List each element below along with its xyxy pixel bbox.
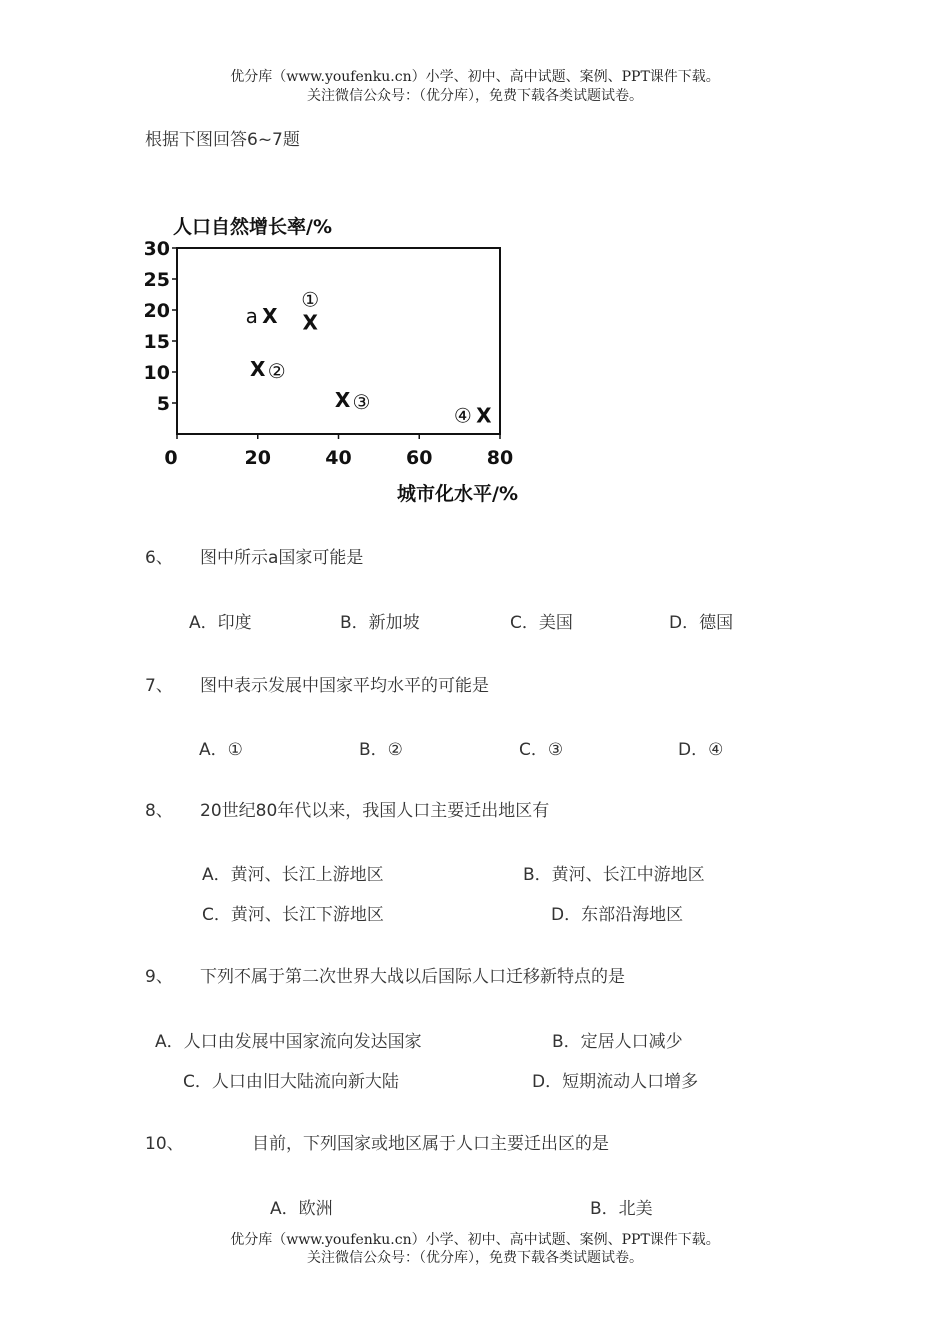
scatter-point: X (334, 387, 351, 412)
x-tick-label: 80 (486, 447, 514, 469)
x-tick-label: 60 (406, 447, 433, 469)
q7-option-a[interactable]: A．① (199, 740, 243, 760)
q7-number: 7、 (145, 676, 173, 696)
q10-option-b[interactable]: B．北美 (590, 1199, 653, 1219)
chart-svg (145, 205, 525, 510)
q8-number: 8、 (145, 801, 173, 821)
q6-option-c[interactable]: C．美国 (510, 613, 573, 633)
y-tick-label: 20 (145, 300, 170, 322)
x-tick-label: 40 (325, 447, 352, 469)
q8-option-a[interactable]: A．黄河、长江上游地区 (202, 865, 384, 885)
x-tick-label: 0 (164, 447, 178, 469)
q10-option-a[interactable]: A．欧洲 (270, 1199, 333, 1219)
header-line-1: 优分库（www.youfenku.cn）小学、初中、高中试题、案例、PPT课件下载。 (230, 69, 720, 85)
q7-text: 图中表示发展中国家平均水平的可能是 (200, 676, 489, 696)
point-label: ③ (352, 389, 371, 414)
q9-number: 9、 (145, 967, 173, 987)
q9-option-c[interactable]: C．人口由旧大陆流向新大陆 (183, 1072, 399, 1092)
y-axis-title: 人口自然增长率/% (173, 216, 332, 238)
y-tick-label: 15 (145, 331, 170, 353)
x-tick-label: 20 (244, 447, 271, 469)
point-label: ④ (453, 403, 472, 428)
y-tick-label: 10 (145, 362, 170, 384)
q6-option-b[interactable]: B．新加坡 (340, 613, 420, 633)
footer-line-1: 优分库（www.youfenku.cn）小学、初中、高中试题、案例、PPT课件下载。 (230, 1232, 720, 1248)
q6-option-a[interactable]: A．印度 (189, 613, 252, 633)
q9-option-a[interactable]: A．人口由发展中国家流向发达国家 (155, 1032, 422, 1052)
scatter-point: X (302, 310, 318, 335)
point-label: ① (301, 287, 320, 312)
intro-text: 根据下图回答6~7题 (145, 130, 300, 150)
point-label: ② (267, 358, 286, 383)
q6-number: 6、 (145, 548, 173, 568)
q8-option-c[interactable]: C．黄河、长江下游地区 (202, 905, 384, 925)
q9-text: 下列不属于第二次世界大战以后国际人口迁移新特点的是 (200, 967, 625, 987)
q8-option-d[interactable]: D．东部沿海地区 (551, 905, 684, 925)
q6-text: 图中所示a国家可能是 (200, 548, 364, 568)
q10-text: 目前，下列国家或地区属于人口主要迁出区的是 (252, 1134, 609, 1154)
scatter-point: X (476, 403, 492, 428)
x-axis-title: 城市化水平/% (397, 483, 518, 505)
y-tick-label: 5 (156, 393, 170, 415)
q6-option-d[interactable]: D．德国 (669, 613, 734, 633)
q8-text: 20世纪80年代以来，我国人口主要迁出地区有 (200, 801, 550, 821)
q8-option-b[interactable]: B．黄河、长江中游地区 (523, 865, 705, 885)
q7-option-b[interactable]: B．② (359, 740, 403, 760)
points-group (246, 287, 493, 427)
y-tick-label: 30 (145, 238, 170, 260)
q7-option-d[interactable]: D．④ (678, 740, 724, 760)
footer-line-2: 关注微信公众号：（优分库），免费下载各类试题试卷。 (307, 1250, 643, 1266)
q7-option-c[interactable]: C．③ (519, 740, 564, 760)
scatter-chart (145, 205, 525, 510)
y-tick-label: 25 (145, 269, 170, 291)
header-line-2: 关注微信公众号：（优分库），免费下载各类试题试卷。 (307, 88, 643, 104)
scatter-point: X (250, 356, 266, 381)
q9-option-b[interactable]: B．定居人口减少 (552, 1032, 683, 1052)
q9-option-d[interactable]: D．短期流动人口增多 (532, 1072, 699, 1092)
q10-number: 10、 (145, 1134, 184, 1154)
scatter-point: X (262, 304, 278, 329)
point-label: a (245, 304, 258, 329)
